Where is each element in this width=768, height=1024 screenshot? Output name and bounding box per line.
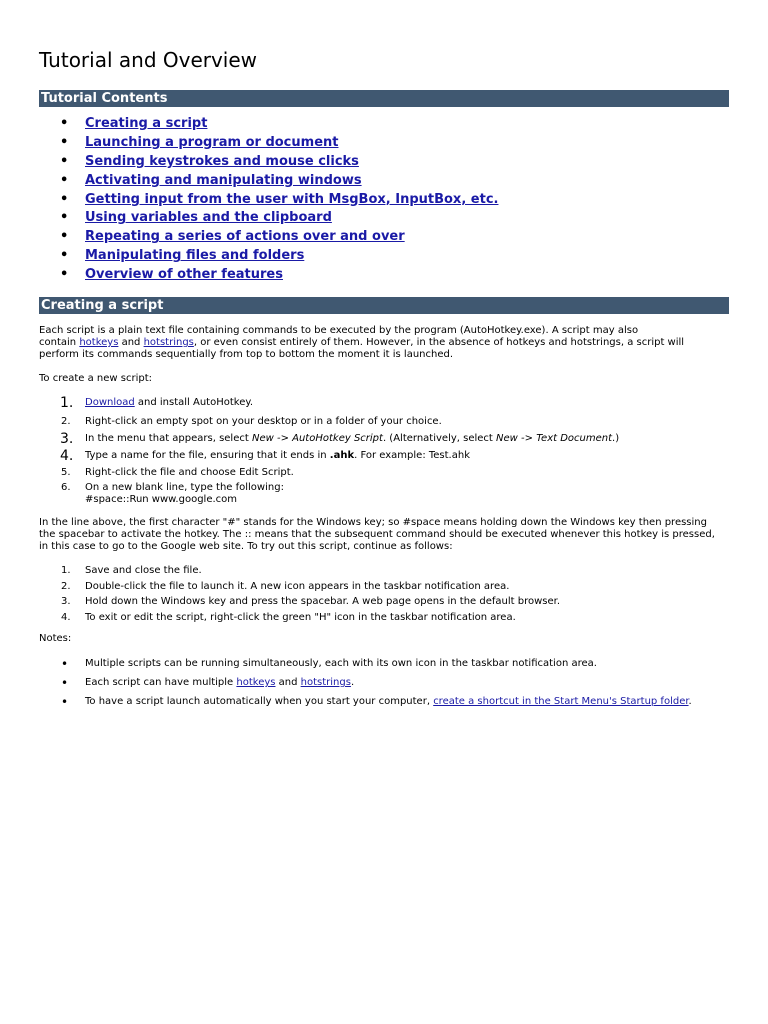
toc-link-creating-script[interactable]: Creating a script (85, 116, 208, 131)
step-number: 1. (61, 565, 71, 576)
intro-text: contain (39, 337, 80, 349)
step-text: .) (612, 433, 620, 444)
toc-link-other-features[interactable]: Overview of other features (85, 267, 283, 283)
step-text: On a new blank line, type the following: (85, 482, 284, 493)
step-number: 5. (61, 467, 71, 478)
step-number: 1. (60, 395, 74, 411)
notes-list (39, 657, 729, 714)
step-item (39, 482, 729, 506)
step-text: Save and close the file. (85, 565, 202, 576)
toc-link-launching-program[interactable]: Launching a program or document (85, 134, 339, 150)
toc-item (39, 209, 498, 228)
hotstrings-link[interactable]: hotstrings (143, 337, 194, 349)
step-text: New -> AutoHotkey Script (251, 433, 383, 444)
step-item (39, 396, 729, 415)
explain-paragraph (39, 517, 729, 554)
create-label: To create a new script: (39, 373, 153, 384)
step-text: Right-click the file and choose Edit Script. (85, 467, 294, 478)
step-text: and install AutoHotkey. (134, 397, 254, 408)
step-text: To exit or edit the script, right-click the green "H" icon in the taskbar notification area. (85, 612, 516, 624)
step-item (39, 611, 729, 627)
toc-item (39, 266, 498, 285)
step-item (39, 415, 729, 432)
note-text: and (275, 677, 301, 688)
step-number: 3. (60, 431, 74, 447)
step-text: . (Alternatively, select (382, 433, 497, 444)
step-number: 2. (61, 580, 71, 592)
step-text: Right-click an empty spot on your desktop or in a folder of your choice. (85, 416, 442, 427)
note-text: . (350, 677, 355, 688)
step-text: In the menu that appears, select (85, 433, 252, 444)
step-number: 4. (61, 612, 71, 624)
create-steps (39, 396, 729, 506)
toc-item (39, 247, 498, 266)
explain-line: In the line above, the first character "#" stands for the Windows key; so #space means holding down the Windows key then pressing (39, 517, 707, 528)
toc-item (39, 115, 498, 134)
toc-item (39, 134, 498, 153)
step-number: 4. (60, 448, 74, 464)
intro-line (39, 337, 729, 349)
step-item (39, 466, 729, 482)
toc-list (39, 115, 498, 285)
hotstrings-link[interactable]: hotstrings (300, 677, 351, 688)
launch-steps (39, 564, 729, 627)
bullet-icon: • (61, 695, 69, 709)
step-number: 2. (61, 416, 71, 427)
toc-link-variables-clipboard[interactable]: Using variables and the clipboard (85, 210, 332, 226)
step-text: Double-click the file to launch it. A new icon appears in the taskbar notification area. (85, 580, 510, 592)
step-text: Type a name for the file, ensuring that it ends in (85, 450, 330, 461)
toc-item (39, 228, 498, 247)
notes-label: Notes: (39, 633, 72, 644)
startup-shortcut-link[interactable]: create a shortcut in the Start Menu's Startup folder (433, 696, 689, 707)
intro-line: perform its commands sequentially from top to bottom the moment it is launched. (39, 349, 454, 361)
code-snippet: #space::Run www.google.com (85, 494, 238, 505)
explain-line: the spacebar to activate the hotkey. The :: means that the subsequent command should be executed whenever this hotkey is pressed, (39, 529, 715, 541)
step-text: .ahk (329, 450, 355, 461)
explain-line: in this case to go to the Google web site. To try out this script, continue as follows: (39, 541, 453, 553)
toc-item (39, 153, 498, 172)
toc-link-sending-keystrokes[interactable]: Sending keystrokes and mouse clicks (85, 153, 359, 169)
intro-line: Each script is a plain text file containing commands to be executed by the program (AutoHotkey.exe). A script may also (39, 325, 639, 336)
download-link[interactable]: Download (85, 397, 135, 408)
intro-text: , or even consist entirely of them. However, in the absence of hotkeys and hotstrings, a script will (193, 337, 685, 349)
toc-link-getting-input[interactable]: Getting input from the user with MsgBox, InputBox, etc. (85, 191, 499, 207)
toc-item (39, 191, 498, 210)
hotkeys-link[interactable]: hotkeys (236, 677, 276, 688)
toc-link-manipulating-files[interactable]: Manipulating files and folders (85, 248, 305, 264)
intro-text: and (118, 337, 144, 349)
page-title: Tutorial and Overview (39, 48, 258, 72)
step-number: 3. (61, 596, 71, 608)
note-text: To have a script launch automatically when you start your computer, (85, 696, 434, 707)
step-text: Hold down the Windows key and press the spacebar. A web page opens in the default browser. (85, 596, 561, 608)
step-item (39, 580, 729, 596)
note-item (39, 695, 729, 714)
step-text: New -> Text Document (496, 433, 613, 444)
note-item (39, 657, 729, 676)
bullet-icon: • (61, 676, 69, 690)
toc-link-repeating-actions[interactable]: Repeating a series of actions over and over (85, 229, 405, 245)
section-header: Creating a script (39, 297, 729, 314)
note-text: Each script can have multiple (85, 677, 237, 688)
toc-header: Tutorial Contents (39, 90, 729, 107)
step-item (39, 564, 729, 580)
step-text: . For example: Test.ahk (354, 450, 470, 461)
intro-paragraph (39, 325, 729, 362)
note-text: . (688, 696, 692, 707)
note-text: Multiple scripts can be running simultaneously, each with its own icon in the taskbar notification area. (85, 658, 597, 669)
note-item (39, 676, 729, 695)
hotkeys-link[interactable]: hotkeys (79, 337, 119, 349)
toc-item (39, 172, 498, 191)
step-item (39, 595, 729, 611)
toc-link-activating-windows[interactable]: Activating and manipulating windows (85, 172, 362, 188)
step-number: 6. (61, 482, 71, 493)
step-item (39, 449, 729, 466)
bullet-icon: • (61, 657, 69, 671)
step-item (39, 432, 729, 449)
